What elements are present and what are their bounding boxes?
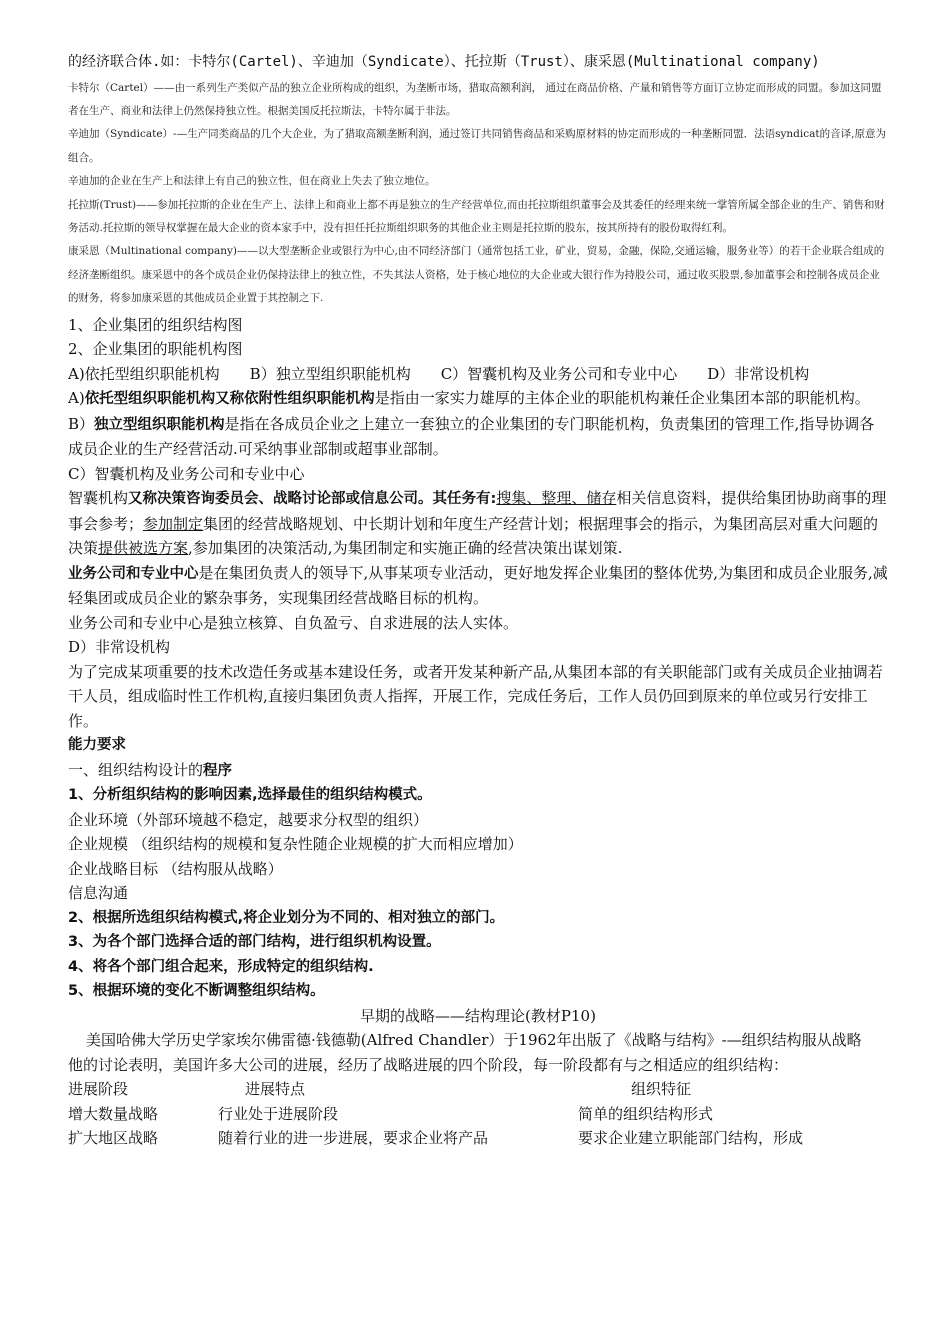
step-5: 5、根据环境的变化不断调整组织结构。 [68, 983, 325, 1000]
header-org: 组织特征 [631, 1080, 692, 1099]
think-tank-term: 智囊机构 [68, 489, 129, 508]
chandler-title: 早期的战略——结构理论(教材P10) [360, 1006, 596, 1025]
header-stage: 进展阶段 [68, 1080, 129, 1099]
table-row [68, 1102, 888, 1127]
think-tank-text-2: 集团的经营战略规划、中长期计划和年度生产经营计划；根据理事会的指示，为集团高层对重大问题的决策 [68, 514, 879, 558]
business-text: 是在集团负责人的领导下,从事某项专业活动，更好地发挥企业集团的整体优势,为集团和成员企业服务,减轻集团或成员企业的繁杂事务，实现集团经营战略目标的机构。 [68, 563, 888, 608]
factor-environment: 企业环境（外部环境越不稳定，越要求分权型的组织） [68, 810, 429, 829]
think-tank-task-label: 其任务有: [432, 491, 497, 508]
note-syndicate-2: 辛迪加的企业在生产上和法律上有自己的独立性，但在商业上失去了独立地位。 [68, 175, 436, 188]
task-provide-options: 提供被选方案 [98, 539, 189, 558]
para-c-business-2: 业务公司和专业中心是独立核算、自负盈亏、自求进展的法人实体。 [68, 613, 519, 632]
think-tank-text-1: 相关信息资料，提供给集团协助商事的理事会参考； [68, 489, 887, 533]
ability-subtitle-term: 程序 [203, 762, 233, 779]
options-line: A)依托型组织职能机构 B）独立型组织职能机构 C）智囊机构及业务公司和专业中心 D）非常设机构 [68, 364, 810, 383]
para-c-business [68, 561, 888, 611]
header-feature: 进展特点 [245, 1080, 306, 1099]
para-a-text: 是指由一家实力雄厚的主体企业的职能机构兼任企业集团本部的职能机构。 [374, 389, 870, 408]
note-trust: 托拉斯(Trust)——参加托拉斯的企业在生产上、法律上和商业上都不再是独立的生产经营单位,而由托拉斯组织董事会及其委任的经理来统一掌管所属全部企业的生产、销售和财务活动.托拉斯的领导权掌握在最大企业的资本家手中，没有担任托拉斯组织职务的其他企业主则是托拉斯的股东，按其所持有的股份取得红利。 [68, 198, 885, 234]
think-tank-text-3: ,参加集团的决策活动,为集团制定和实施正确的经营决策出谋划策. [188, 539, 623, 558]
task-participate: 参加制定 [143, 514, 204, 533]
section-function-chart: 2、企业集团的职能机构图 [68, 340, 243, 359]
business-term: 业务公司和专业中心 [68, 565, 199, 582]
note-konzern: 康采恩（Multinational company)——以大型垄断企业或银行为中心,由不同经济部门（通常包括工业，矿业，贸易，金融，保险,交通运输，服务业等）的若干企业联合组成的经济垄断组织。康采恩中的各个成员企业仍保持法律上的独立性，不失其法人资格，处于核心地位的大企业或大银行作为持股公司，通过收买股票,参加董事会和控制各成员企业的财务，将参加康采恩的其他成员企业置于其控制之下. [68, 245, 885, 305]
ability-subtitle-prefix: 一、组织结构设计的 [68, 760, 204, 779]
table-row [68, 1126, 888, 1151]
row-stage: 扩大地区战略 [68, 1129, 159, 1148]
row-org: 要求企业建立职能部门结构，形成 [578, 1129, 804, 1148]
row-stage: 增大数量战略 [68, 1104, 159, 1123]
para-c-heading: C）智囊机构及业务公司和专业中心 [68, 464, 305, 483]
note-syndicate-1: 辛迪加（Syndicate）-—生产同类商品的几个大企业，为了猎取高额垄断利润，通过签订共同销售商品和采购原材料的协定而形成的一种垄断同盟．法语syndicat的音译,原意为组合。 [68, 128, 886, 164]
para-b [68, 412, 888, 462]
chandler-stages-intro: 他的讨论表明，美国许多大公司的进展，经历了战略进展的四个阶段，每一阶段都有与之相适应的组织结构： [68, 1055, 789, 1074]
document-page [68, 50, 888, 1151]
factor-strategy: 企业战略目标 （结构服从战略） [68, 859, 283, 878]
section-org-chart: 1、企业集团的组织结构图 [68, 315, 243, 334]
factor-communication: 信息沟通 [68, 884, 129, 903]
row-org: 简单的组织结构形式 [578, 1104, 714, 1123]
intro-line: 的经济联合体.如：卡特尔(Cartel)、辛迪加（Syndicate）、托拉斯（Trust）、康采恩(Multinational company) [68, 54, 820, 70]
para-a [68, 386, 888, 412]
note-cartel: 卡特尔（Cartel）——由一系列生产类似产品的独立企业所构成的组织，为垄断市场，猎取高额利润， 通过在商品价格、产量和销售等方面订立协定而形成的同盟。参加这同盟者在生产、商业和法律上仍然保持独立性。根据美国反托拉斯法，卡特尔属于非法。 [68, 81, 882, 117]
para-b-text: 是指在各成员企业之上建立一套独立的企业集团的专门职能机构，负责集团的管理工作,指导协调各成员企业的生产经营活动.可采纳事业部制或超事业部制。 [68, 414, 875, 459]
step-3: 3、为各个部门选择合适的部门结构，进行组织机构设置。 [68, 934, 441, 951]
row-feature: 行业处于进展阶段 [218, 1104, 339, 1123]
row-feature: 随着行业的进一步进展，要求企业将产品 [218, 1129, 489, 1148]
para-d-heading: D）非常设机构 [68, 638, 171, 657]
para-a-prefix: A) [68, 389, 85, 408]
step-2: 2、根据所选组织结构模式,将企业划分为不同的、相对独立的部门。 [68, 909, 505, 926]
step-4: 4、将各个部门组合起来，形成特定的组织结构. [68, 958, 374, 975]
para-b-prefix: B） [68, 414, 95, 433]
para-a-term: 依托型组织职能机构又称依附性组织职能机构 [84, 391, 375, 408]
chandler-intro: 美国哈佛大学历史学家埃尔佛雷德·钱德勒(Alfred Chandler）于1962年出版了《战略与结构》-—组织结构服从战略 [86, 1031, 862, 1050]
step-1: 1、分析组织结构的影响因素,选择最佳的组织结构模式。 [68, 787, 432, 804]
task-collect: 搜集、整理、储存 [496, 489, 617, 508]
think-tank-alias: 又称决策咨询委员会、战略讨论部或信息公司。 [128, 491, 433, 508]
para-c-think-tank [68, 486, 888, 561]
stage-table-header [68, 1077, 888, 1102]
ability-subtitle [68, 758, 888, 784]
factor-scale: 企业规模 （组织结构的规模和复杂性随企业规模的扩大而相应增加） [68, 835, 523, 854]
ability-title: 能力要求 [68, 737, 126, 754]
para-d-text: 为了完成某项重要的技术改造任务或基本建设任务，或者开发某种新产品,从集团本部的有关职能部门或有关成员企业抽调若干人员，组成临时性工作机构,直接归集团负责人指挥，开展工作，完成任务后，工作人员仍回到原来的单位或另行安排工作。 [68, 662, 883, 730]
para-b-term: 独立型组织职能机构 [94, 416, 225, 433]
